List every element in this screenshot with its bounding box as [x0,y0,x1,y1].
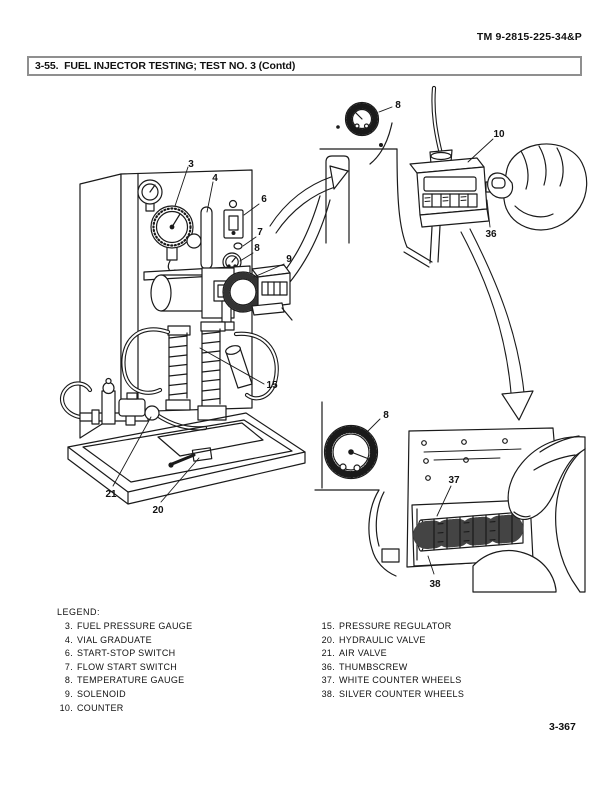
hand-turning-thumbscrew [488,144,587,230]
legend-item [317,689,464,703]
legend-item [317,675,464,689]
bottom-inset-wheels-detail [315,402,585,592]
legend-item-number: 21. [321,648,335,659]
inset-temperature-gauge-2 [325,426,378,479]
legend-heading: LEGEND: [57,607,101,617]
legend-item-number: 9. [64,688,73,699]
legend-item-label: FLOW START SWITCH [77,661,178,672]
callout-4: 4 [212,173,218,184]
callout-21: 21 [105,489,117,500]
legend-item-label: WHITE COUNTER WHEELS [339,675,462,686]
callout-20: 20 [152,505,164,516]
legend-item-number: 20. [321,634,335,645]
legend-item-number: 37. [321,675,335,686]
legend-item [317,635,464,649]
flow-start-switch [234,243,242,249]
callout-3: 3 [188,159,194,170]
legend-item-number: 36. [321,661,335,672]
callout-bottom-37: 37 [448,475,460,486]
legend-item-number: 7. [64,661,73,672]
legend-item-number: 4. [64,634,73,645]
legend-item [55,635,192,649]
legend-item [317,621,464,635]
section-title: 3-55. FUEL INJECTOR TESTING; TEST NO. 3 (Contd) [35,60,296,72]
legend-item-number: 38. [321,688,335,699]
legend-item [55,662,192,676]
legend-item-number: 8. [64,675,73,686]
inset-temperature-gauge [346,103,379,136]
legend-left-column [55,621,192,716]
callout-7: 7 [257,227,263,238]
manual-number: TM 9-2815-225-34&P [476,31,582,43]
legend-item-label: COUNTER [77,702,124,713]
legend-item-label: SILVER COUNTER WHEELS [339,688,465,699]
vial-graduate [201,207,212,269]
arrow-to-top-inset [270,166,348,233]
callout-9: 9 [286,254,292,265]
legend-item [317,648,464,662]
legend-item-label: AIR VALVE [339,648,387,659]
legend-item [55,675,192,689]
legend-item-label: TEMPERATURE GAUGE [77,675,185,686]
callout-top-8: 8 [395,100,401,111]
legend-right-column [317,621,464,703]
legend-item [55,703,192,717]
callout-top-10: 10 [493,129,505,140]
legend-item [55,648,192,662]
callout-bottom-8: 8 [383,410,389,421]
legend-item-label: HYDRAULIC VALVE [339,634,426,645]
legend-item [55,621,192,635]
callout-top-36: 36 [485,229,497,240]
legend-item-label: PRESSURE REGULATOR [339,621,452,631]
legend-item [317,662,464,676]
legend-item-label: FUEL PRESSURE GAUGE [77,621,193,631]
callout-bottom-38: 38 [429,579,441,590]
legend-item [55,689,192,703]
legend-item-number: 6. [64,648,73,659]
callout-8: 8 [254,243,260,254]
page-number: 3-367 [549,721,576,733]
callout-6: 6 [261,194,267,205]
legend-item-label: VIAL GRADUATE [77,634,152,645]
callout-15: 15 [266,380,278,391]
legend-item-label: THUMBSCREW [339,661,408,672]
legend-item-number: 10. [59,702,73,713]
top-inset-counter-detail [320,88,587,267]
test-stand-drawing [62,167,330,504]
legend-item-label: START-STOP SWITCH [77,648,176,659]
legend-item-number: 15. [321,621,335,631]
counter [410,158,489,263]
legend-item-label: SOLENOID [77,688,126,699]
arrow-to-bottom-inset [461,229,533,420]
legend-item-number: 3. [64,621,73,631]
